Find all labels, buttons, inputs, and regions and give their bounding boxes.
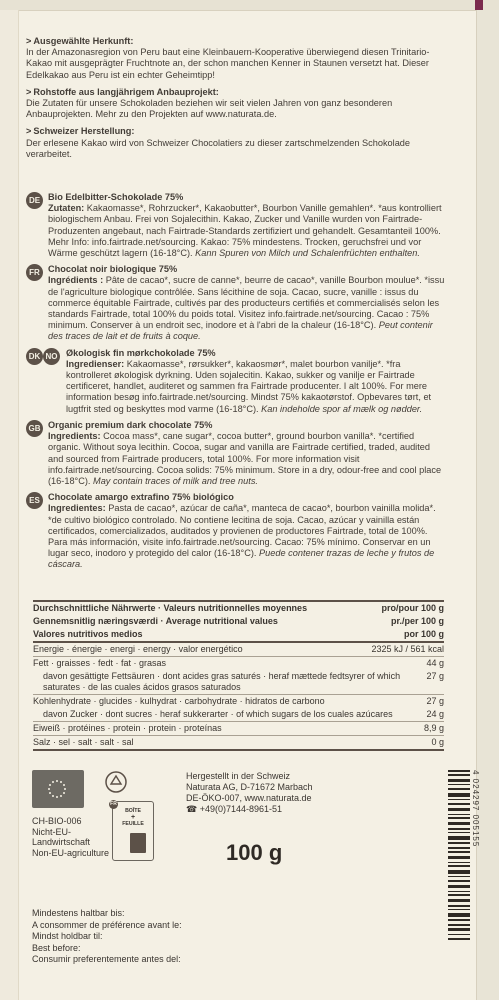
allergen-fr: Peut contenir des traces de lait et de fruits à coque.	[48, 320, 433, 342]
nutrition-label: Fett · graisses · fedt · fat · grasas	[33, 658, 167, 668]
lang-badge-gb: GB	[26, 420, 43, 437]
best-before-line: A consommer de préférence avant le:	[32, 919, 182, 930]
nutrition-header-value: pr./per 100 g	[390, 616, 444, 626]
net-weight: 100 g	[226, 840, 283, 865]
nutrition-value: 27 g	[426, 696, 444, 706]
barcode-number: 4 024297 005155	[471, 770, 480, 848]
triman-line1: BOÎTE	[125, 808, 141, 814]
nutrition-header-label: Valores nutritivos medios	[33, 629, 143, 639]
bio-line: Non-EU-agriculture	[32, 847, 110, 858]
nutrition-label: Energie · énergie · energi · energy · valor energético	[33, 644, 243, 654]
accent-strip	[475, 0, 483, 10]
best-before-line: Mindst holdbar til:	[32, 931, 103, 941]
lang-badge-dk: DK	[26, 348, 43, 365]
ingredients-label-gb: Ingredients:	[48, 431, 101, 442]
bio-certification	[32, 816, 109, 858]
rawmaterials-text: Die Zutaten für unsere Schokoladen beziehen wir seit vielen Jahren von ganz besonderen Anbauprojekten. Mehr zu den Projekten auf www.naturata.de.	[26, 98, 393, 120]
product-title-de: Bio Edelbitter-Schokolade 75%	[48, 192, 184, 203]
best-before	[32, 908, 182, 966]
recycle-bin-icon	[130, 833, 146, 853]
ingredients-gb: Cocoa mass*, cane sugar*, cocoa butter*, ground bourbon vanilla*. *certified organic. Without soya lecithin. Cocoa, sugar and vanilla are Fairtrade certified, traded, audited and sourced from Fairtrade producers, total 100%. For more information visit info.fairtrade.net/sourcing. Cocoa solids: 75% minimum. Store in a dry, odour-free and cool place (16-18°C).	[48, 431, 442, 486]
lang-badge-no: NO	[43, 348, 60, 365]
nutrition-label: davon gesättigte Fettsäuren · dont acides gras saturés · heraf mættede fedtsyrer of which saturates · de las cuales ácidos grasos saturados	[43, 671, 401, 692]
triman-sorting-label	[112, 801, 154, 861]
lang-badge-es: ES	[26, 492, 43, 509]
nutrition-header-value: por 100 g	[403, 629, 444, 639]
product-title-dk: Økologisk fin mørkchokolade 75%	[66, 347, 216, 358]
allergen-gb: May contain traces of milk and tree nuts.	[90, 475, 258, 486]
lang-block-fr	[26, 264, 446, 342]
maker-line: Naturata AG, D-71672 Marbach	[186, 782, 313, 792]
nutrition-value: 2325 kJ / 561 kcal	[371, 644, 444, 654]
nutrition-header-row	[33, 628, 444, 643]
best-before-line: Best before:	[32, 942, 81, 953]
arrow-icon: >	[26, 126, 32, 137]
nutrition-row-energy	[33, 643, 444, 657]
ingredients-label-de: Zutaten:	[48, 203, 85, 214]
origin-heading: > Ausgewählte Herkunft:	[26, 36, 134, 46]
nutrition-header-label: Durchschnittliche Nährwerte · Valeurs nutritionnelles moyennes	[33, 603, 308, 613]
nutrition-value: 44 g	[426, 658, 444, 668]
rawmaterials-heading: > Rohstoffe aus langjährigem Anbauprojekt:	[26, 86, 219, 97]
nutrition-row-carbohydrate	[33, 695, 444, 708]
nutrition-header-label: Gennemsnitlig næringsværdi · Average nutritional values	[33, 616, 278, 626]
nutrition-label: Kohlenhydrate · glucides · kulhydrat · carbohydrate · hidratos de carbono	[33, 696, 325, 706]
lang-badge-de: DE	[26, 192, 43, 209]
bio-line: CH-BIO-006	[32, 816, 82, 826]
nutrition-row-sugars	[33, 708, 444, 722]
ingredients-fr: Pâte de cacao*, sucre de canne*, beurre de cacao*, vanille Bourbon moulue*. *issu de l'agriculture biologique contrôlée. Sans lécithine de soja. Cacao, sucre, vanille : issus du commerce équitable Fairtrade, cultivés par des producteurs certifiés et commercialisés selon les standards Fairtrade, total 100% du poids total. Visitez info.fairtrade.net/sourcing. Cacao : 75% minimum. Conserver à un endroit sec, inodore et à l'abri de la chaleur (16-18°C).	[48, 275, 445, 331]
recycle-icon	[105, 770, 127, 794]
arrow-icon: >	[26, 86, 32, 97]
allergen-dk: Kan indeholde spor af mælk og nødder.	[258, 403, 423, 414]
text-content	[26, 36, 446, 576]
origin-block	[26, 36, 446, 81]
ingredients-de: Kakaomasse*, Rohrzucker*, Kakaobutter*, Bourbon Vanille gemahlen*. *aus kontrolliert biologischem Anbau. Frei von Sojalecithin. Kakao, Zucker und Vanille wurden von Fairtrade-Produzenten angebaut, nach Fairtrade-Standards zertifiziert und gehandelt. Gesamtanteil 100%. Mehr Info: info.fairtrade.net/sourcing. Kakao: 75% mindestens. Trocken, geruchsfrei und vor Wärme geschützt lagern (16-18°C).	[48, 203, 442, 259]
product-title-es: Chocolate amargo extrafino 75% biológico	[48, 492, 234, 503]
ingredients-label-es: Ingredientes:	[48, 503, 106, 514]
bio-line: Nicht-EU-	[32, 826, 72, 837]
lang-badge-fr: FR	[26, 264, 43, 281]
product-title-fr: Chocolat noir biologique 75%	[48, 264, 178, 275]
maker-phone: ☎ +49(0)7144-8961-51	[186, 804, 283, 814]
nutrition-value: 8,9 g	[423, 723, 444, 733]
nutrition-value: 0 g	[431, 737, 444, 747]
ingredients-dk: Kakaomasse*, rørsukker*, kakaosmør*, malet bourbon vanilje*. *fra kontrolleret økologisk dyrkning. Uden sojalecitin. Kakao, sukker og vanilje er Fairtrade certificeret, handlet, auditeret og sammen fra Fairtrade producenter. I alt 100%. For mere information besøg info.fairtrade.net/sourcing. Mindst 75% kakaotørstof. Opbevares tørt, et lugtfrit sted og beskyttes mod varme (16-18°C).	[66, 358, 432, 414]
ingredients-label-fr: Ingrédients :	[48, 275, 104, 286]
maker-line: Hergestellt in der Schweiz	[186, 771, 291, 781]
top-fold	[0, 0, 499, 11]
fr-badge: FR	[110, 801, 117, 807]
bio-line: Landwirtschaft	[32, 837, 91, 847]
eu-organic-leaf-icon	[32, 770, 84, 808]
triman-plus: +	[130, 814, 136, 821]
manufacturer-info	[186, 771, 313, 815]
nutrition-header-value: pro/pour 100 g	[381, 603, 444, 613]
triman-line2: FEUILLE	[122, 821, 144, 827]
ingredients-es: Pasta de cacao*, azúcar de caña*, manteca de cacao*, bourbon vainilla molida*. *de cultivo biológico controlado. No contiene lecitina de soja. Cacao, azúcar y vainilla están certificados, comercializados, auditados y provienen de productores Fairtrade, total de 100%. Para más información, visite info.fairtrade.net/sourcing. Cacao: 75% mínimo. Conservar en un lugar seco, inodoro y protegido del calor (16-18°C).	[48, 503, 436, 559]
barcode	[448, 770, 478, 945]
nutrition-header-row	[33, 600, 444, 615]
allergen-es: Puede contener trazas de leche y frutos de cáscara.	[48, 548, 435, 570]
nutrition-label: Eiweiß · protéines · protein · protein · proteínas	[33, 723, 222, 733]
nutrition-value: 24 g	[426, 709, 444, 719]
right-flap	[476, 10, 499, 1000]
nutrition-row-salt	[33, 736, 444, 751]
best-before-line: Mindestens haltbar bis:	[32, 908, 125, 918]
nutrition-table	[33, 600, 444, 751]
nutrition-value: 27 g	[426, 671, 444, 681]
arrow-icon: >	[26, 36, 32, 46]
lang-block-gb	[26, 420, 446, 487]
origin-text: In der Amazonasregion von Peru baut eine Kleinbauern-Kooperative überwiegend diesen Trinitario-Kakao mit ausgeprägter Fruchtnote an, der schon manchen Kenner in Staunen versetzt hat. Dieser Edelkakao aus Peru ist ein echter Geheimtipp!	[26, 47, 430, 80]
nutrition-row-saturates	[33, 670, 444, 695]
left-flap	[0, 10, 19, 1000]
nutrition-label: Salz · sel · salt · salt · sal	[33, 737, 134, 747]
nutrition-row-protein	[33, 722, 444, 736]
best-before-line: Consumir preferentemente antes del:	[32, 954, 181, 964]
lang-block-dk	[26, 348, 446, 415]
lang-block-es	[26, 492, 446, 570]
lang-block-de	[26, 192, 446, 259]
product-title-gb: Organic premium dark chocolate 75%	[48, 419, 213, 430]
maker-line: DE-ÖKO-007, www.naturata.de	[186, 793, 312, 803]
phone-icon: ☎	[186, 804, 200, 814]
nutrition-label: davon Zucker · dont sucres · heraf sukkerarter · of which sugars de los cuales azúcares	[43, 709, 393, 719]
nutrition-row-fat	[33, 657, 444, 670]
production-heading: > Schweizer Herstellung:	[26, 126, 135, 137]
ingredients-label-dk: Ingredienser:	[66, 358, 125, 369]
nutrition-header-row	[33, 615, 444, 628]
production-text: Der erlesene Kakao wird von Schweizer Chocolatiers zu dieser zartschmelzenden Schokolade verarbeitet.	[26, 137, 411, 159]
allergen-de: Kann Spuren von Milch und Schalenfrüchten enthalten.	[192, 248, 420, 259]
rawmaterials-block	[26, 87, 446, 121]
production-block	[26, 126, 446, 160]
